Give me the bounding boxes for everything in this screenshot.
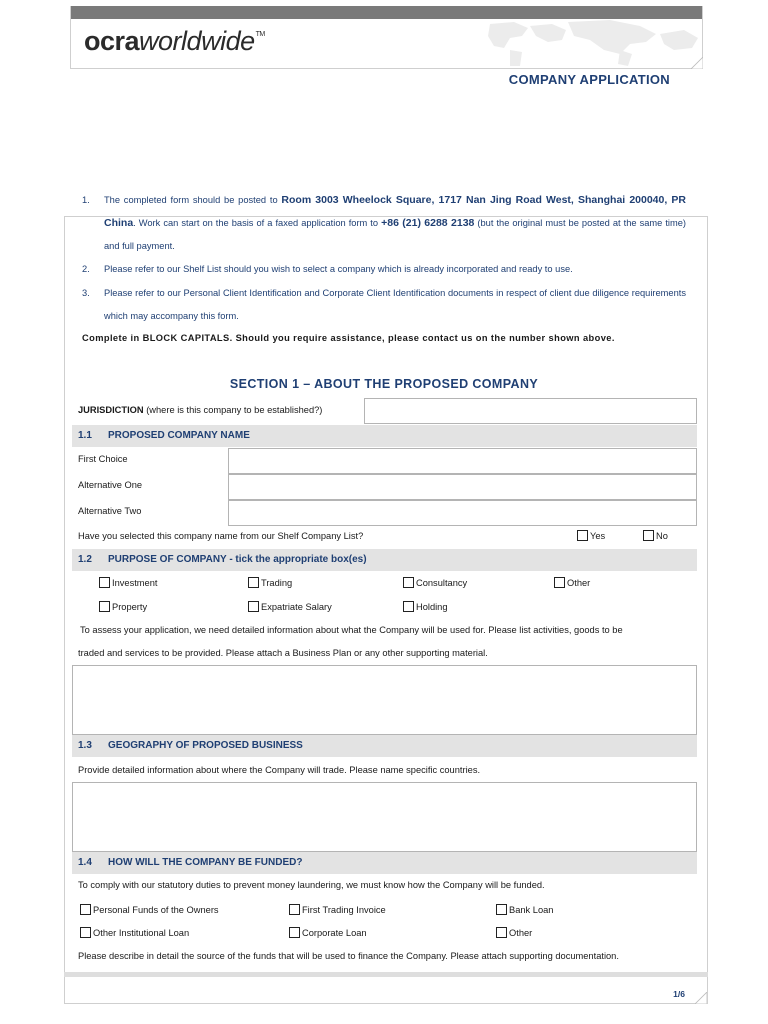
- shelf-yes-checkbox[interactable]: Yes: [577, 530, 605, 541]
- page-corner-fold: [691, 57, 703, 69]
- purpose-note-line-2: traded and services to be provided. Please attach a Business Plan or any other supporting material.: [78, 648, 488, 658]
- section-1-3-header: 1.3 GEOGRAPHY OF PROPOSED BUSINESS: [72, 735, 697, 757]
- purpose-holding-checkbox[interactable]: Holding: [403, 601, 448, 612]
- checkbox-square[interactable]: [80, 927, 91, 938]
- checkbox-square[interactable]: [577, 530, 588, 541]
- purpose-other-checkbox[interactable]: Other: [554, 577, 590, 588]
- funding-first-trading-invoice-checkbox[interactable]: First Trading Invoice: [289, 904, 386, 915]
- purpose-trading-checkbox[interactable]: Trading: [248, 577, 292, 588]
- instruction-number: 3.: [82, 288, 90, 298]
- funding-corporate-loan-checkbox[interactable]: Corporate Loan: [289, 927, 367, 938]
- purpose-expatriate-salary-checkbox[interactable]: Expatriate Salary: [248, 601, 332, 612]
- instruction-text: Please refer to our Shelf List should you wish to select a company which is already incorporated and ready to use.: [104, 264, 573, 274]
- jurisdiction-field[interactable]: [364, 398, 697, 424]
- checkbox-square[interactable]: [289, 927, 300, 938]
- checkbox-square[interactable]: [496, 904, 507, 915]
- checkbox-square[interactable]: [403, 577, 414, 588]
- shelf-no-checkbox[interactable]: No: [643, 530, 668, 541]
- first-choice-field[interactable]: [228, 448, 697, 474]
- section-1-title: SECTION 1 – ABOUT THE PROPOSED COMPANY: [229, 377, 539, 391]
- section-1-4-header: 1.4 HOW WILL THE COMPANY BE FUNDED?: [72, 852, 697, 874]
- alternative-two-field[interactable]: [228, 500, 697, 526]
- purpose-details-field[interactable]: [72, 665, 697, 735]
- jurisdiction-label: JURISDICTION (where is this company to be established?): [78, 405, 323, 415]
- section-1-2-header: 1.2 PURPOSE OF COMPANY - tick the appropriate box(es): [72, 549, 697, 571]
- checkbox-square[interactable]: [643, 530, 654, 541]
- ocra-worldwide-logo: ocraworldwide™: [84, 26, 265, 56]
- first-choice-label: First Choice: [78, 454, 128, 464]
- funding-bank-loan-checkbox[interactable]: Bank Loan: [496, 904, 553, 915]
- checkbox-square[interactable]: [80, 904, 91, 915]
- shelf-question: Have you selected this company name from our Shelf Company List?: [78, 531, 364, 541]
- checkbox-square[interactable]: [289, 904, 300, 915]
- world-map-watermark: [470, 20, 702, 68]
- instruction-text: The completed form should be posted to Room 3003 Wheelock Square, 1717 Nan Jing Road West, Shanghai 200040, PR China. Work can start on the basis of a faxed application form to +86 (21) 6288 2138 (but the original must be posted at the same time) and full payment.: [104, 194, 686, 251]
- purpose-note-line-1: To assess your application, we need detailed information about what the Company will be used for. Please list activities, goods to be: [80, 625, 623, 635]
- checkbox-square[interactable]: [248, 577, 259, 588]
- funding-other-checkbox[interactable]: Other: [496, 927, 532, 938]
- funding-personal-funds-checkbox[interactable]: Personal Funds of the Owners: [80, 904, 219, 915]
- alternative-one-label: Alternative One: [78, 480, 143, 490]
- checkbox-square[interactable]: [99, 577, 110, 588]
- funding-other-institutional-loan-checkbox[interactable]: Other Institutional Loan: [80, 927, 189, 938]
- checkbox-square[interactable]: [403, 601, 414, 612]
- geography-note: Provide detailed information about where the Company will trade. Please name specific countries.: [78, 765, 481, 775]
- section-1-1-header: 1.1 PROPOSED COMPANY NAME: [72, 425, 697, 447]
- alternative-two-label: Alternative Two: [78, 506, 142, 516]
- purpose-property-checkbox[interactable]: Property: [99, 601, 147, 612]
- instruction-1: [78, 189, 688, 258]
- document-title: COMPANY APPLICATION: [508, 72, 670, 87]
- page-corner-fold: [695, 992, 707, 1004]
- instruction-number: 1.: [82, 195, 90, 205]
- block-capitals-note: Complete in BLOCK CAPITALS. Should you require assistance, please contact us on the number shown above.: [82, 333, 615, 343]
- checkbox-square[interactable]: [248, 601, 259, 612]
- alternative-one-field[interactable]: [228, 474, 697, 500]
- purpose-consultancy-checkbox[interactable]: Consultancy: [403, 577, 467, 588]
- instruction-text: Please refer to our Personal Client Identification and Corporate Client Identification documents in respect of client due diligence requirements which may accompany this form.: [104, 288, 686, 321]
- checkbox-square[interactable]: [554, 577, 565, 588]
- geography-details-field[interactable]: [72, 782, 697, 852]
- instruction-number: 2.: [82, 264, 90, 274]
- funding-describe-note: Please describe in detail the source of the funds that will be used to finance the Company. Please attach supporting documentation.: [78, 951, 619, 961]
- page-number: 1/6: [673, 989, 685, 999]
- checkbox-square[interactable]: [99, 601, 110, 612]
- footer-frame: [64, 977, 708, 1004]
- purpose-investment-checkbox[interactable]: Investment: [99, 577, 157, 588]
- checkbox-square[interactable]: [496, 927, 507, 938]
- funding-note: To comply with our statutory duties to prevent money laundering, we must know how the Company will be funded.: [78, 880, 545, 890]
